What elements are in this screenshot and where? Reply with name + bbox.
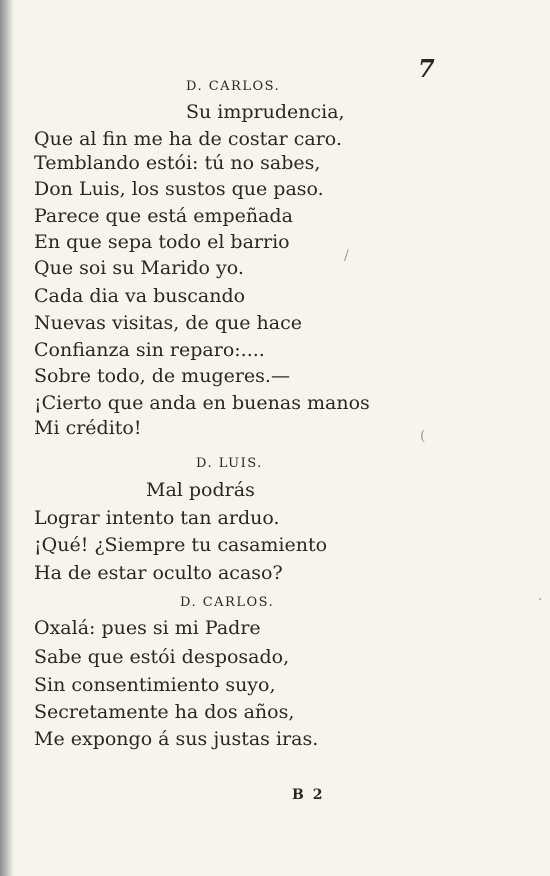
- paper-speck: ·: [538, 592, 543, 608]
- verse-line: Temblando estói: tú no sabes,: [34, 152, 321, 174]
- page-number: 7: [418, 54, 435, 83]
- verse-line: Que al fin me ha de costar caro.: [34, 128, 342, 150]
- verse-line: Don Luis, los sustos que paso.: [34, 178, 324, 200]
- verse-line: Me expongo á sus justas iras.: [34, 728, 319, 750]
- speaker-heading: D. CARLOS.: [180, 595, 275, 610]
- verse-line: Que soi su Marido yo.: [34, 257, 244, 279]
- paper-speck: (: [420, 428, 426, 444]
- verse-line: ¡Cierto que anda en buenas manos: [34, 392, 370, 414]
- page-gutter-shadow: [0, 0, 14, 876]
- verse-line: Confianza sin reparo:....: [34, 339, 265, 361]
- verse-line: Parece que está empeñada: [34, 205, 293, 227]
- verse-line: Oxalá: pues si mi Padre: [34, 617, 261, 639]
- paper-speck: /: [344, 248, 349, 264]
- verse-line: En que sepa todo el barrio: [34, 231, 290, 253]
- verse-line: Sabe que estói desposado,: [34, 646, 290, 668]
- verse-line: Sin consentimiento suyo,: [34, 674, 276, 696]
- verse-line: Su imprudencia,: [186, 101, 345, 123]
- signature-mark: B 2: [292, 787, 325, 803]
- verse-line: Ha de estar oculto acaso?: [34, 562, 283, 584]
- speaker-heading: D. LUIS.: [196, 456, 263, 471]
- verse-line: Sobre todo, de mugeres.—: [34, 365, 290, 387]
- speaker-heading: D. CARLOS.: [186, 79, 281, 94]
- verse-line: Secretamente ha dos años,: [34, 701, 295, 723]
- verse-line: Lograr intento tan arduo.: [34, 507, 280, 529]
- verse-line: Mi crédito!: [34, 417, 142, 439]
- verse-line: Cada dia va buscando: [34, 285, 246, 307]
- verse-line: Mal podrás: [146, 479, 255, 501]
- verse-line: ¡Qué! ¿Siempre tu casamiento: [34, 534, 328, 556]
- verse-line: Nuevas visitas, de que hace: [34, 312, 302, 334]
